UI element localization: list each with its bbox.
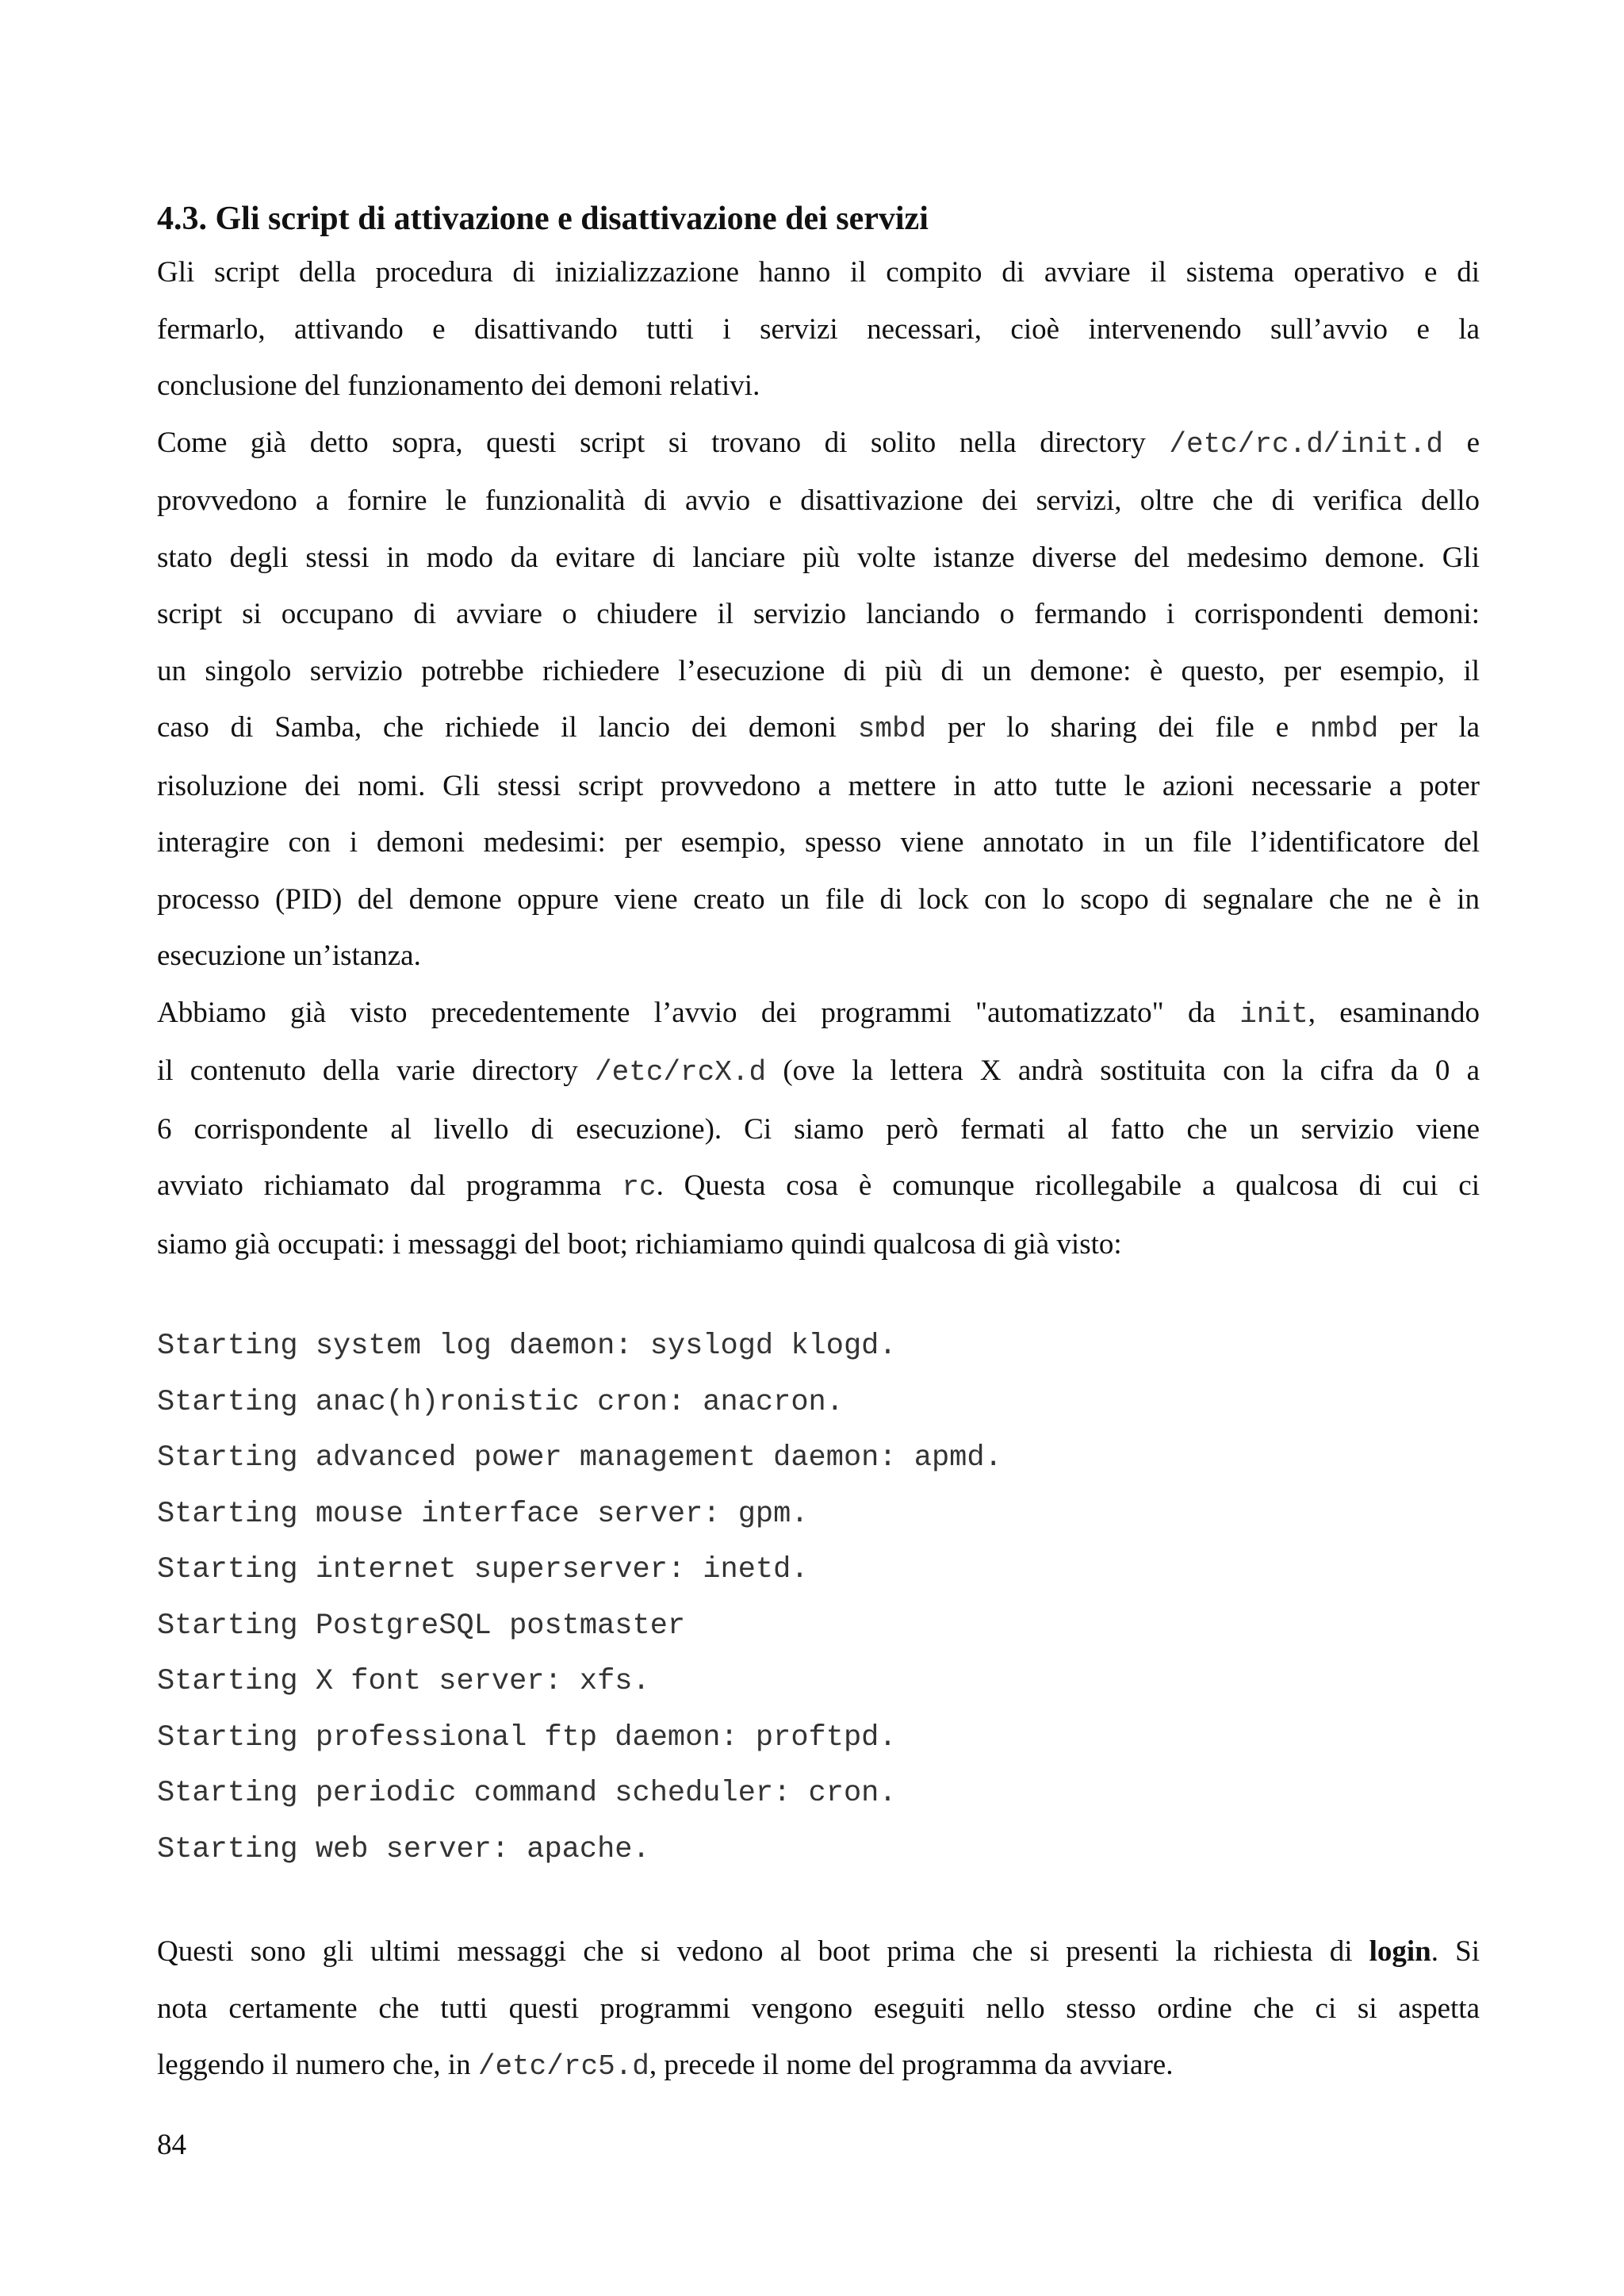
login-keyword: login bbox=[1369, 1935, 1431, 1968]
text-fragment: Abbiamo già visto precedentemente l’avvio dei programmi "automatizzato" da bbox=[157, 996, 1216, 1029]
text-line bbox=[157, 699, 1480, 758]
paragraph-init-rc bbox=[157, 985, 1480, 1273]
text-line bbox=[157, 1158, 1480, 1216]
text-line bbox=[157, 415, 1480, 473]
document-page bbox=[157, 198, 1480, 2095]
command-init: init bbox=[1239, 997, 1308, 1031]
text-line: provvedono a fornire le funzionalità di avvio e disattivazione dei servizi, oltre che di verifica dello bbox=[157, 484, 1480, 517]
text-line: esecuzione un’istanza. bbox=[157, 939, 421, 972]
text-line: risoluzione dei nomi. Gli stessi script provvedono a mettere in atto tutte le azioni necessarie a poter bbox=[157, 769, 1480, 802]
text-line bbox=[157, 2037, 1480, 2095]
text-line: nota certamente che tutti questi programmi vengono eseguiti nello stesso ordine che ci si aspetta bbox=[157, 1992, 1480, 2025]
command-rc: rc bbox=[622, 1171, 657, 1203]
daemon-nmbd: nmbd bbox=[1309, 713, 1379, 745]
text-fragment: per la bbox=[1400, 711, 1480, 744]
text-line bbox=[157, 985, 1480, 1043]
paragraph-scripts-location bbox=[157, 415, 1480, 985]
text-line: fermarlo, attivando e disattivando tutti i servizi necessari, cioè intervenendo sull’avvio e la bbox=[157, 312, 1480, 346]
boot-message-line: Starting PostgreSQL postmaster bbox=[157, 1609, 686, 1643]
text-fragment: . Questa cosa è comunque ricollegabile a qualcosa di cui ci bbox=[656, 1169, 1480, 1202]
path-rcx-d: /etc/rcX.d bbox=[595, 1056, 767, 1089]
text-line: script si occupano di avviare o chiudere il servizio lanciando o fermando i corrispondenti demoni: bbox=[157, 598, 1480, 630]
text-fragment: il contenuto della varie directory bbox=[157, 1054, 578, 1087]
boot-message-line: Starting mouse interface server: gpm. bbox=[157, 1497, 809, 1531]
text-fragment: Come già detto sopra, questi script si trovano di solito nella directory bbox=[157, 426, 1146, 459]
text-line: un singolo servizio potrebbe richiedere l’esecuzione di più di un demone: è questo, per esempio, il bbox=[157, 654, 1480, 687]
text-fragment: caso di Samba, che richiede il lancio dei demoni bbox=[157, 711, 837, 744]
daemon-smbd: smbd bbox=[857, 713, 927, 745]
text-line: siamo già occupati: i messaggi del boot; richiamiamo quindi qualcosa di già visto: bbox=[157, 1227, 1122, 1261]
text-line: stato degli stessi in modo da evitare di lanciare più volte istanze diverse del medesimo demone. Gli bbox=[157, 541, 1480, 574]
boot-message-line: Starting X font server: xfs. bbox=[157, 1665, 650, 1698]
text-fragment: (ove la lettera X andrà sostituita con la cifra da 0 a bbox=[783, 1054, 1480, 1087]
boot-message-line: Starting web server: apache. bbox=[157, 1832, 650, 1866]
boot-message-line: Starting periodic command scheduler: cron. bbox=[157, 1777, 897, 1810]
page-number: 84 bbox=[157, 2129, 186, 2161]
text-fragment: leggendo il numero che, in bbox=[157, 2049, 471, 2081]
text-fragment: , precede il nome del programma da avviare. bbox=[649, 2049, 1174, 2081]
path-init-d: /etc/rc.d/init.d bbox=[1169, 427, 1444, 461]
text-line: Gli script della procedura di inizializzazione hanno il compito di avviare il sistema operativo e di bbox=[157, 256, 1480, 289]
path-rc5-d: /etc/rc5.d bbox=[477, 2050, 649, 2083]
text-line: conclusione del funzionamento dei demoni relativi. bbox=[157, 369, 760, 402]
text-fragment: . Si bbox=[1431, 1935, 1480, 1968]
text-line: processo (PID) del demone oppure viene creato un file di lock con lo scopo di segnalare che ne è in bbox=[157, 882, 1480, 916]
boot-message-line: Starting professional ftp daemon: proftpd. bbox=[157, 1720, 897, 1755]
text-fragment: Questi sono gli ultimi messaggi che si vedono al boot prima che si presenti la richiesta di bbox=[157, 1935, 1353, 1968]
boot-messages-block bbox=[157, 1318, 1480, 1877]
text-line bbox=[157, 1923, 1480, 1980]
text-fragment: , esaminando bbox=[1308, 996, 1480, 1029]
boot-message-line: Starting advanced power management daemon: apmd. bbox=[157, 1441, 1002, 1475]
boot-message-line: Starting anac(h)ronistic cron: anacron. bbox=[157, 1385, 844, 1419]
boot-message-line: Starting internet superserver: inetd. bbox=[157, 1553, 809, 1586]
text-line: interagire con i demoni medesimi: per esempio, spesso viene annotato in un file l’identificatore del bbox=[157, 826, 1480, 859]
text-line bbox=[157, 1043, 1480, 1101]
text-fragment: e bbox=[1466, 426, 1480, 459]
paragraph-login bbox=[157, 1923, 1480, 2095]
text-fragment: avviato richiamato dal programma bbox=[157, 1169, 602, 1202]
text-line: 6 corrispondente al livello di esecuzione). Ci siamo però fermati al fatto che un servizio viene bbox=[157, 1112, 1480, 1146]
text-fragment: per lo sharing dei file e bbox=[948, 711, 1289, 744]
boot-message-line: Starting system log daemon: syslogd klogd. bbox=[157, 1330, 897, 1363]
section-title: 4.3. Gli script di attivazione e disattivazione dei servizi bbox=[157, 201, 929, 237]
paragraph-intro bbox=[157, 244, 1480, 415]
